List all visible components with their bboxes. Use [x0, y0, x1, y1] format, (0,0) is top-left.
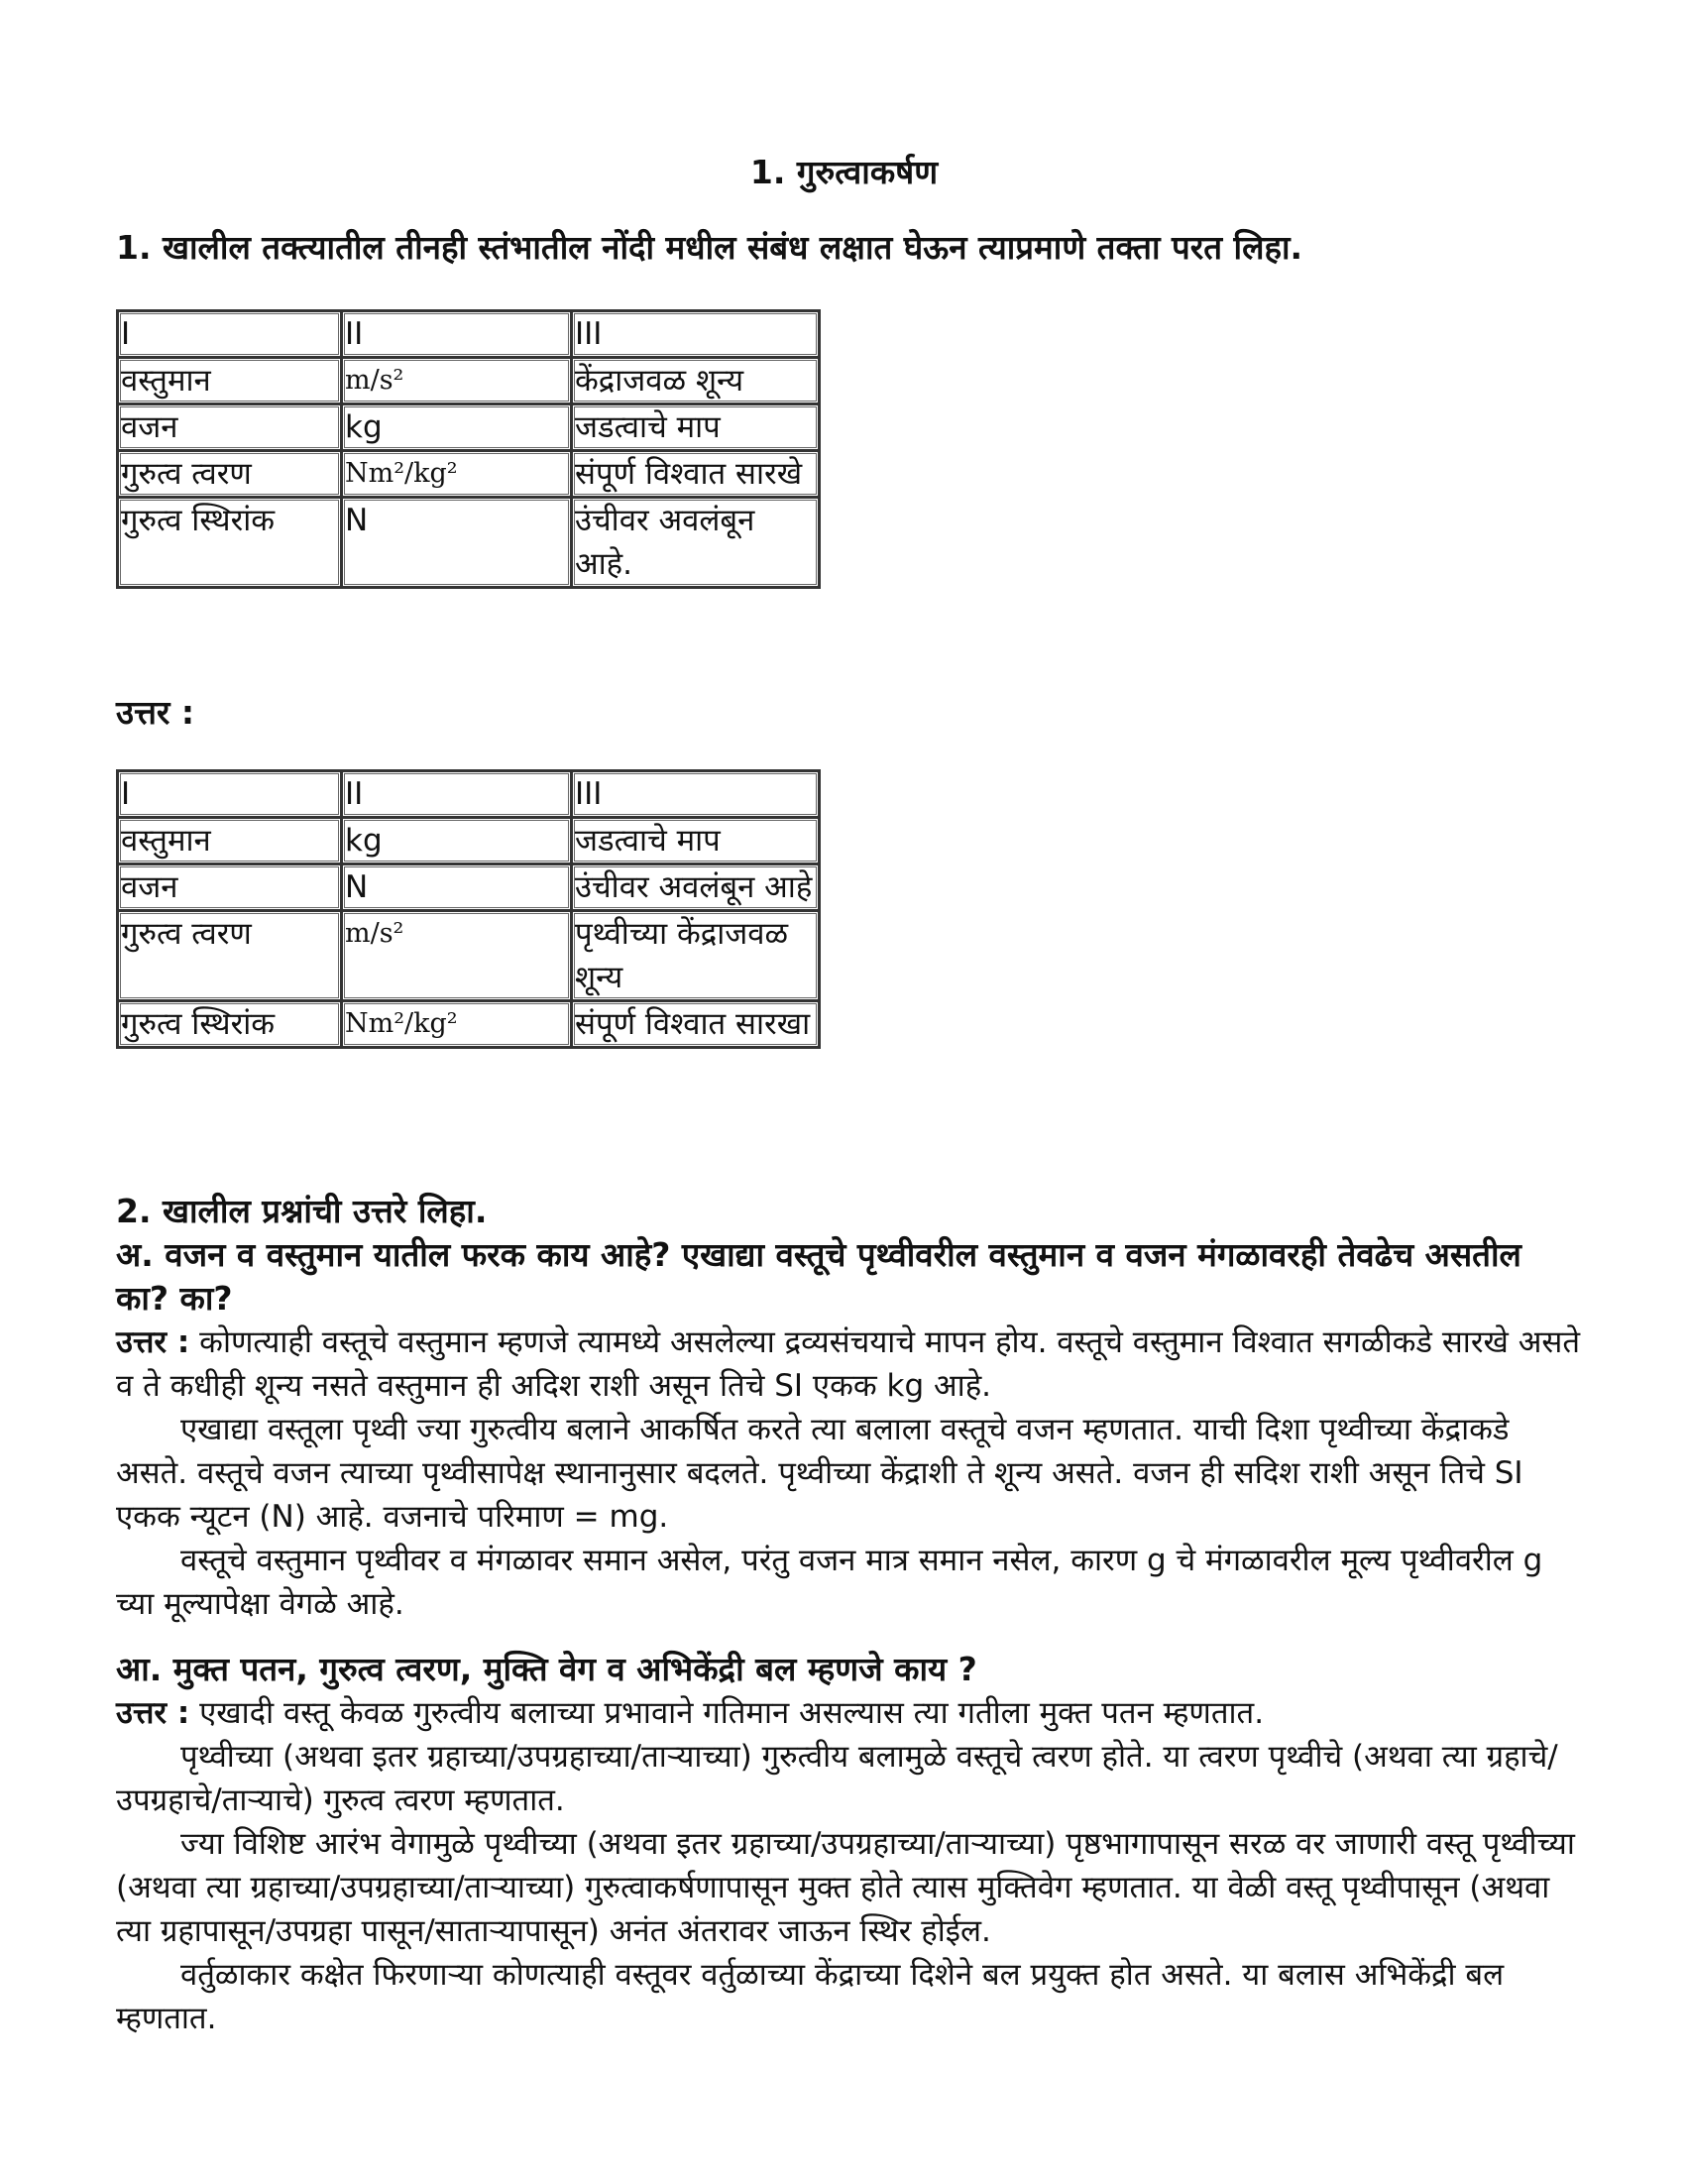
answer-paragraph: एखाद्या वस्तूला पृथ्वी ज्या गुरुत्वीय बलाने आकर्षित करते त्या बलाला वस्तूचे वजन म्हणतात. याची दिशा पृथ्वीच्या केंद्राकडे असते. वस्तूचे वजन त्याच्या पृथ्वीसापेक्ष स्थानानुसार बदलते. पृथ्वीच्या केंद्राशी ते शून्य असते. वजन ही सदिश राशी असून तिचे SI एकक न्यूटन (N) आहे. वजनाचे परिमाण = mg.	[116, 1412, 1523, 1535]
question-2-section	[116, 1190, 1583, 2040]
table-cell: वस्तुमान	[118, 358, 342, 404]
table-header-cell: III	[572, 771, 820, 818]
table-header-cell: I	[118, 771, 342, 818]
table-cell: उंचीवर अवलंबून आहे	[572, 864, 820, 911]
table-cell: m/s²	[342, 911, 572, 1001]
table-cell: गुरुत्व त्वरण	[118, 911, 342, 1001]
chapter-title: 1. गुरुत्वाकर्षण	[749, 153, 939, 191]
table-cell: उंचीवर अवलंबून आहे.	[572, 498, 820, 588]
answer-paragraph: ज्या विशिष्ट आरंभ वेगामुळे पृथ्वीच्या (अथवा इतर ग्रहाच्या/उपग्रहाच्या/ताऱ्याच्या) पृष्ठभागापासून सरळ वर जाणारी वस्तू पृथ्वीच्या (अथवा त्या ग्रहाच्या/उपग्रहाच्या/ताऱ्याच्या) गुरुत्वाकर्षणापासून मुक्त होते त्यास मुक्तिवेग म्हणतात. या वेळी वस्तू पृथ्वीपासून (अथवा त्या ग्रहापासून/उपग्रहा पासून/साताऱ्यापासून) अनंत अंतरावर जाऊन स्थिर होईल.	[116, 1826, 1575, 1949]
table-row	[118, 911, 820, 1001]
table-cell: kg	[342, 818, 572, 864]
table-row	[118, 818, 820, 864]
table-cell: N	[342, 864, 572, 911]
table-row	[118, 1001, 820, 1048]
table-cell: Nm²/kg²	[342, 451, 572, 498]
answer-paragraph: वस्तूचे वस्तुमान पृथ्वीवर व मंगळावर समान असेल, परंतु वजन मात्र समान नसेल, कारण g चे मंगळावरील मूल्य पृथ्वीवरील g च्या मूल्यापेक्षा वेगळे आहे.	[116, 1543, 1543, 1622]
answer-paragraph: पृथ्वीच्या (अथवा इतर ग्रहाच्या/उपग्रहाच्या/ताऱ्याच्या) गुरुत्वीय बलामुळे वस्तूचे त्वरण होते. या त्वरण पृथ्वीचे (अथवा त्या ग्रहाचे/उपग्रहाचे/ताऱ्याचे) गुरुत्व त्वरण म्हणतात.	[116, 1739, 1558, 1818]
answer-text: कोणत्याही वस्तूचे वस्तुमान म्हणजे त्यामध्ये असलेल्या द्रव्यसंचयाचे मापन होय. वस्तूचे वस्तुमान विश्वात सगळीकडे सारखे असते व ते कधीही शून्य नसते वस्तुमान ही अदिश राशी असून तिचे SI एकक kg आहे.	[116, 1324, 1581, 1404]
table-cell: kg	[342, 404, 572, 451]
table-cell: संपूर्ण विश्वात सारखे	[572, 451, 820, 498]
table-row	[118, 358, 820, 404]
table-header-cell: II	[342, 311, 572, 358]
table-header-row	[118, 771, 820, 818]
table-row	[118, 404, 820, 451]
answer-text: एखादी वस्तू केवळ गुरुत्वीय बलाच्या प्रभावाने गतिमान असल्यास त्या गतीला मुक्त पतन म्हणतात.	[199, 1695, 1265, 1731]
table-cell: वस्तुमान	[118, 818, 342, 864]
table-cell: गुरुत्व स्थिरांक	[118, 1001, 342, 1048]
table-cell: केंद्राजवळ शून्य	[572, 358, 820, 404]
table-cell: संपूर्ण विश्वात सारखा	[572, 1001, 820, 1048]
answer-paragraph: वर्तुळाकार कक्षेत फिरणाऱ्या कोणत्याही वस्तूवर वर्तुळाच्या केंद्राच्या दिशेने बल प्रयुक्त होत असते. या बलास अभिकेंद्री बल म्हणतात.	[116, 1957, 1505, 2036]
table-header-cell: II	[342, 771, 572, 818]
question-table	[116, 309, 821, 589]
table-row	[118, 451, 820, 498]
table-cell: Nm²/kg²	[342, 1001, 572, 1048]
table-cell: जडत्वाचे माप	[572, 404, 820, 451]
table-header-cell: III	[572, 311, 820, 358]
sub-question-aa: आ. मुक्त पतन, गुरुत्व त्वरण, मुक्ति वेग व अभिकेंद्री बल म्हणजे काय ?	[116, 1650, 977, 1688]
answer-paragraph	[116, 1691, 1583, 1735]
answer-label: उत्तर :	[116, 1324, 190, 1360]
table-cell: जडत्वाचे माप	[572, 818, 820, 864]
sub-question-a: अ. वजन व वस्तुमान यातील फरक काय आहे? एखाद्या वस्तूचे पृथ्वीवरील वस्तुमान व वजन मंगळावरही तेवढेच असतील का? का?	[116, 1235, 1521, 1318]
table-cell: वजन	[118, 864, 342, 911]
answer-table	[116, 769, 821, 1049]
table-cell: गुरुत्व स्थिरांक	[118, 498, 342, 588]
table-cell: N	[342, 498, 572, 588]
table-cell: गुरुत्व त्वरण	[118, 451, 342, 498]
table-cell: m/s²	[342, 358, 572, 404]
table-header-cell: I	[118, 311, 342, 358]
table-cell: पृथ्वीच्या केंद्राजवळ शून्य	[572, 911, 820, 1001]
answer-label: उत्तर :	[116, 1695, 190, 1731]
table-cell: वजन	[118, 404, 342, 451]
question-1-heading: 1. खालील तक्त्यातील तीनही स्तंभातील नोंदी मधील संबंध लक्षात घेऊन त्याप्रमाणे तक्ता परत लिहा.	[116, 228, 1303, 267]
answer-paragraph	[116, 1321, 1583, 1408]
answer-label: उत्तर :	[116, 693, 195, 732]
question-2-heading: 2. खालील प्रश्नांची उत्तरे लिहा.	[116, 1192, 488, 1230]
table-row	[118, 864, 820, 911]
table-row	[118, 498, 820, 588]
table-header-row	[118, 311, 820, 358]
